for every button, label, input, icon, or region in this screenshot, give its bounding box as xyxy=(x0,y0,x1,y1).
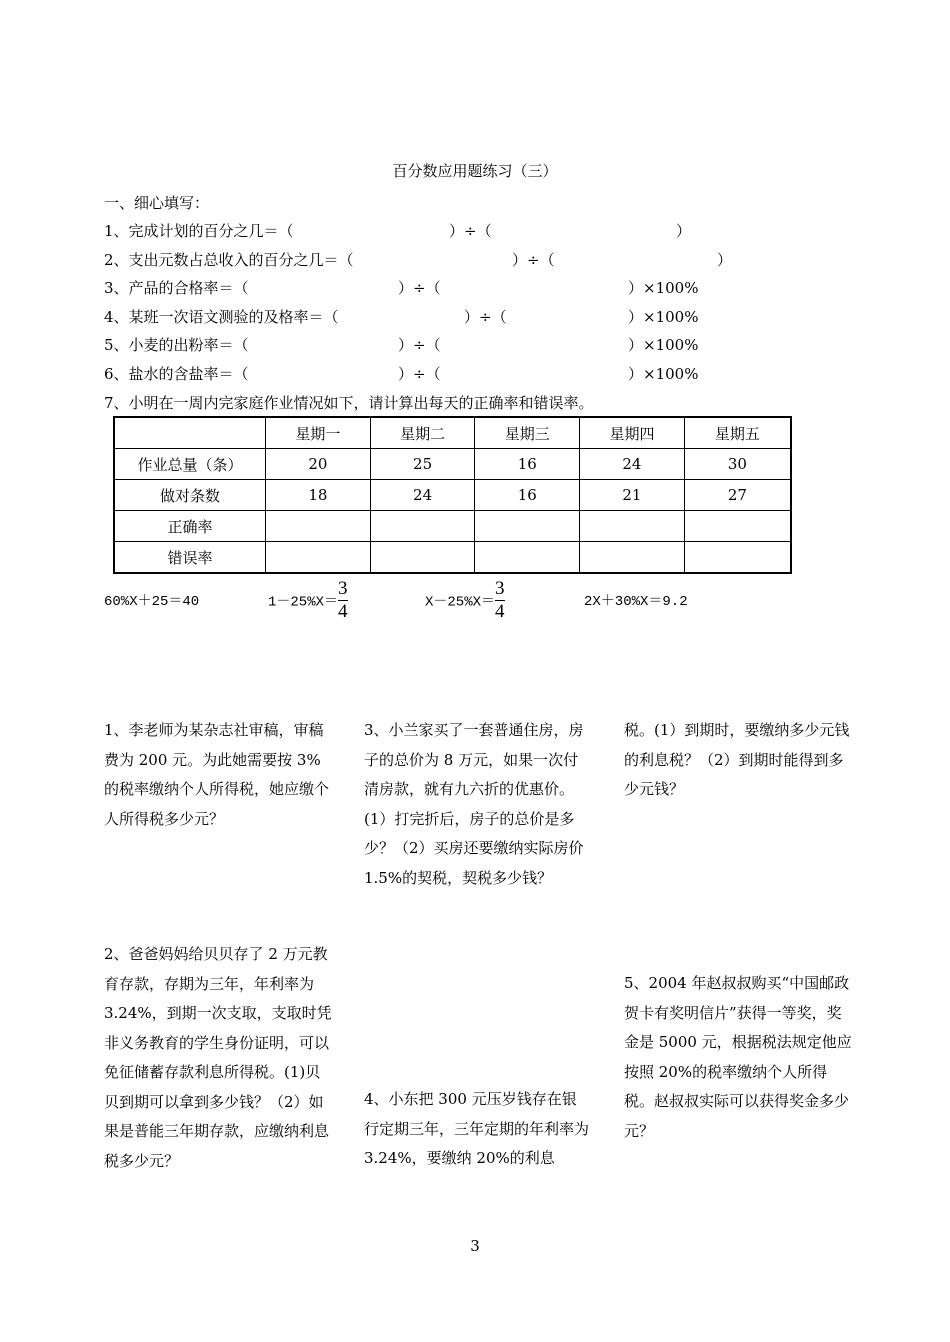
table-row xyxy=(114,449,791,480)
equation-4: 2X＋30%X＝9.2 xyxy=(584,594,688,610)
equation-2-fraction xyxy=(338,578,348,623)
table-answer-cell xyxy=(370,511,475,542)
table-header-row xyxy=(114,417,791,449)
page-number: 3 xyxy=(470,1237,480,1255)
fraction-numerator: 3 xyxy=(495,578,505,599)
table-answer-cell xyxy=(475,542,580,574)
problem-1: 1、李老师为某杂志社审稿，审稿费为 200 元。为此她需要按 3%的税率缴纳个人所得税，她应缴个人所得税多少元？ xyxy=(104,721,330,828)
table-row-label: 错误率 xyxy=(114,542,266,574)
equation-2-left: 1－25%X＝ xyxy=(268,594,339,611)
problem-3: 3、小兰家买了一套普通住房，房子的总价为 8 万元，如果一次付清房款，就有九六折的优惠价。(1）打完折后，房子的总价是多少？（2）买房还要缴纳实际房价 1.5%的契税，契税多少钱？ xyxy=(364,721,584,887)
fraction-denominator: 4 xyxy=(338,601,348,622)
problem-5: 5、2004 年赵叔叔购买“中国邮政贺卡有奖明信片”获得一等奖，奖金是 5000 元，根据税法规定他应按照 20%的税率缴纳个人所得税。赵叔叔实际可以获得奖金多少元？ xyxy=(624,974,852,1140)
equation-3-fraction xyxy=(495,578,505,623)
fill-line-2-prefix: 2、支出元数占总收入的百分之几＝（ xyxy=(104,251,354,269)
table-header-cell: 星期二 xyxy=(370,417,475,449)
table-row-label: 做对条数 xyxy=(114,480,266,511)
fill-line-6-end: ）×100% xyxy=(628,365,699,383)
fill-line-4-end: ）×100% xyxy=(628,308,699,326)
table-header-cell: 星期三 xyxy=(475,417,580,449)
table-cell: 21 xyxy=(580,480,685,511)
fill-line-1-prefix: 1、完成计划的百分之几＝（ xyxy=(104,222,294,240)
equation-1: 60%X＋25＝40 xyxy=(104,594,200,610)
fraction-numerator: 3 xyxy=(338,578,348,599)
fill-line-3-divide: ）÷（ xyxy=(398,279,441,297)
table-answer-cell xyxy=(266,511,371,542)
fill-line-1-divide: ）÷（ xyxy=(449,222,492,240)
fraction-denominator: 4 xyxy=(495,601,505,622)
equation-2 xyxy=(268,578,348,623)
table-cell: 24 xyxy=(580,449,685,480)
table-answer-cell xyxy=(684,542,791,574)
table-header-cell: 星期一 xyxy=(266,417,371,449)
table-cell: 16 xyxy=(475,480,580,511)
table-header-cell xyxy=(114,417,266,449)
homework-table xyxy=(113,416,792,574)
problem-4: 4、小东把 300 元压岁钱存在银行定期三年，三年定期的年利率为 3.24%，要缴纳 20%的利息 xyxy=(364,1090,590,1167)
table-header-cell: 星期四 xyxy=(580,417,685,449)
fill-line-6-divide: ）÷（ xyxy=(398,365,441,383)
fill-line-2-divide: ）÷（ xyxy=(512,251,555,269)
question-7-prompt: 7、小明在一周内完家庭作业情况如下，请计算出每天的正确率和错误率。 xyxy=(104,394,594,412)
table-cell: 30 xyxy=(684,449,791,480)
table-cell: 25 xyxy=(370,449,475,480)
table-answer-cell xyxy=(580,542,685,574)
table-header-cell: 星期五 xyxy=(684,417,791,449)
table-answer-cell xyxy=(475,511,580,542)
table-row xyxy=(114,480,791,511)
table-cell: 24 xyxy=(370,480,475,511)
fill-line-5-divide: ）÷（ xyxy=(398,336,441,354)
fill-line-5-end: ）×100% xyxy=(628,336,699,354)
fill-line-2-end: ） xyxy=(717,251,733,269)
equation-3-left: X－25%X＝ xyxy=(425,594,496,611)
problem-2: 2、爸爸妈妈给贝贝存了 2 万元教育存款，存期为三年，年利率为 3.24%，到期一次支取，支取时凭非义务教育的学生身份证明，可以免征储蓄存款利息所得税。(1)贝贝到期可以拿到多少钱？（2）如果是普能三年期存款，应缴纳利息税多少元？ xyxy=(104,945,332,1170)
table-cell: 18 xyxy=(266,480,371,511)
table-row-label: 作业总量（条） xyxy=(114,449,266,480)
table-cell: 16 xyxy=(475,449,580,480)
fill-line-1-end: ） xyxy=(676,222,692,240)
page-title: 百分数应用题练习（三） xyxy=(392,162,558,180)
table-answer-cell xyxy=(684,511,791,542)
table-cell: 27 xyxy=(684,480,791,511)
table-answer-cell xyxy=(266,542,371,574)
fill-line-3-end: ）×100% xyxy=(628,279,699,297)
fill-line-4-prefix: 4、某班一次语文测验的及格率＝（ xyxy=(104,308,339,326)
table-answer-cell xyxy=(580,511,685,542)
fill-line-5-prefix: 5、小麦的出粉率＝（ xyxy=(104,336,249,354)
table-row xyxy=(114,542,791,574)
section-heading-fill: 一、细心填写： xyxy=(104,194,210,212)
equation-3 xyxy=(425,578,505,623)
fill-line-3-prefix: 3、产品的合格率＝（ xyxy=(104,279,249,297)
table-answer-cell xyxy=(370,542,475,574)
table-row xyxy=(114,511,791,542)
table-row-label: 正确率 xyxy=(114,511,266,542)
table-cell: 20 xyxy=(266,449,371,480)
fill-line-4-divide: ）÷（ xyxy=(464,308,507,326)
fill-line-6-prefix: 6、盐水的含盐率＝（ xyxy=(104,365,249,383)
problem-4-continued: 税。(1）到期时，要缴纳多少元钱的利息税？（2）到期时能得到多少元钱？ xyxy=(624,721,850,798)
